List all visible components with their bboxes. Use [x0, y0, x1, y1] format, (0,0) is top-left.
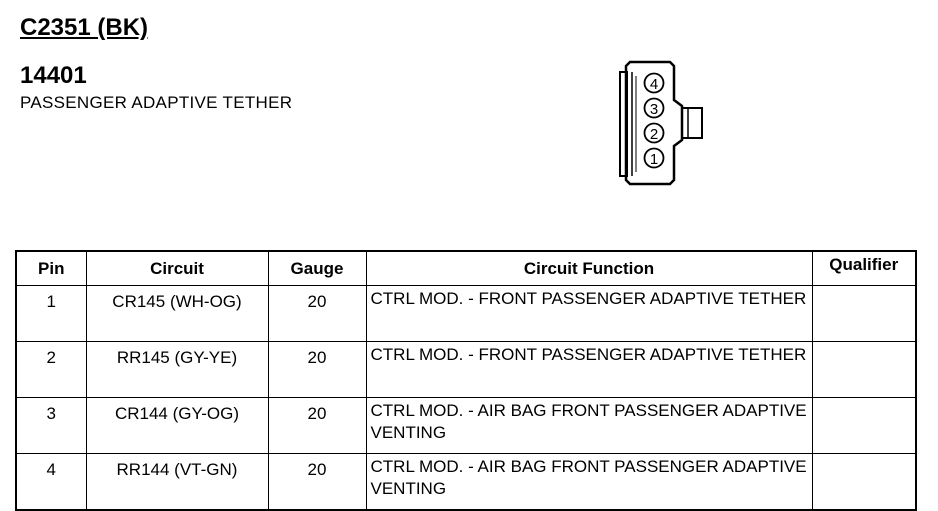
- cell-gauge: 20: [268, 286, 366, 342]
- table-row: [16, 286, 916, 342]
- cell-pin: 1: [16, 286, 86, 342]
- pin-cavity-1: [645, 149, 664, 169]
- header-pin: Pin: [16, 251, 86, 286]
- header-circuit-function: Circuit Function: [366, 251, 812, 286]
- pin-label: 4: [649, 76, 659, 93]
- cell-gauge: 20: [268, 454, 366, 511]
- cell-qualifier: [812, 342, 916, 398]
- connector-face-diagram: [610, 58, 720, 193]
- cell-pin: 3: [16, 398, 86, 454]
- cell-pin: 2: [16, 342, 86, 398]
- pin-label: 3: [649, 101, 659, 118]
- pin-cavity-2: [645, 124, 664, 144]
- cell-circuit-function: CTRL MOD. - FRONT PASSENGER ADAPTIVE TETHER: [366, 286, 812, 342]
- cell-circuit: RR145 (GY-YE): [86, 342, 268, 398]
- cell-circuit: RR144 (VT-GN): [86, 454, 268, 511]
- cell-qualifier: [812, 454, 916, 511]
- cell-circuit: CR144 (GY-OG): [86, 398, 268, 454]
- part-number: 14401: [20, 62, 87, 89]
- cell-pin: 4: [16, 454, 86, 511]
- cell-gauge: 20: [268, 398, 366, 454]
- table-header-row: [16, 251, 916, 286]
- table-row: [16, 342, 916, 398]
- header-circuit: Circuit: [86, 251, 268, 286]
- cell-circuit-function: CTRL MOD. - FRONT PASSENGER ADAPTIVE TETHER: [366, 342, 812, 398]
- cell-qualifier: [812, 286, 916, 342]
- connector-id-title: C2351 (BK): [20, 14, 149, 41]
- pin-cavity-3: [645, 99, 664, 119]
- pin-label: 2: [649, 126, 659, 143]
- cell-qualifier: [812, 398, 916, 454]
- table-row: [16, 454, 916, 511]
- cell-gauge: 20: [268, 342, 366, 398]
- header-qualifier: Qualifier: [812, 251, 916, 286]
- cell-circuit: CR145 (WH-OG): [86, 286, 268, 342]
- pinout-table: [15, 250, 917, 511]
- table-row: [16, 398, 916, 454]
- pin-label: 1: [649, 151, 659, 168]
- pin-cavity-4: [645, 74, 664, 94]
- cell-circuit-function: CTRL MOD. - AIR BAG FRONT PASSENGER ADAPTIVE VENTING: [366, 398, 812, 454]
- cell-circuit-function: CTRL MOD. - AIR BAG FRONT PASSENGER ADAPTIVE VENTING: [366, 454, 812, 511]
- header-gauge: Gauge: [268, 251, 366, 286]
- part-description: PASSENGER ADAPTIVE TETHER: [20, 93, 293, 112]
- locking-tab: [682, 108, 702, 138]
